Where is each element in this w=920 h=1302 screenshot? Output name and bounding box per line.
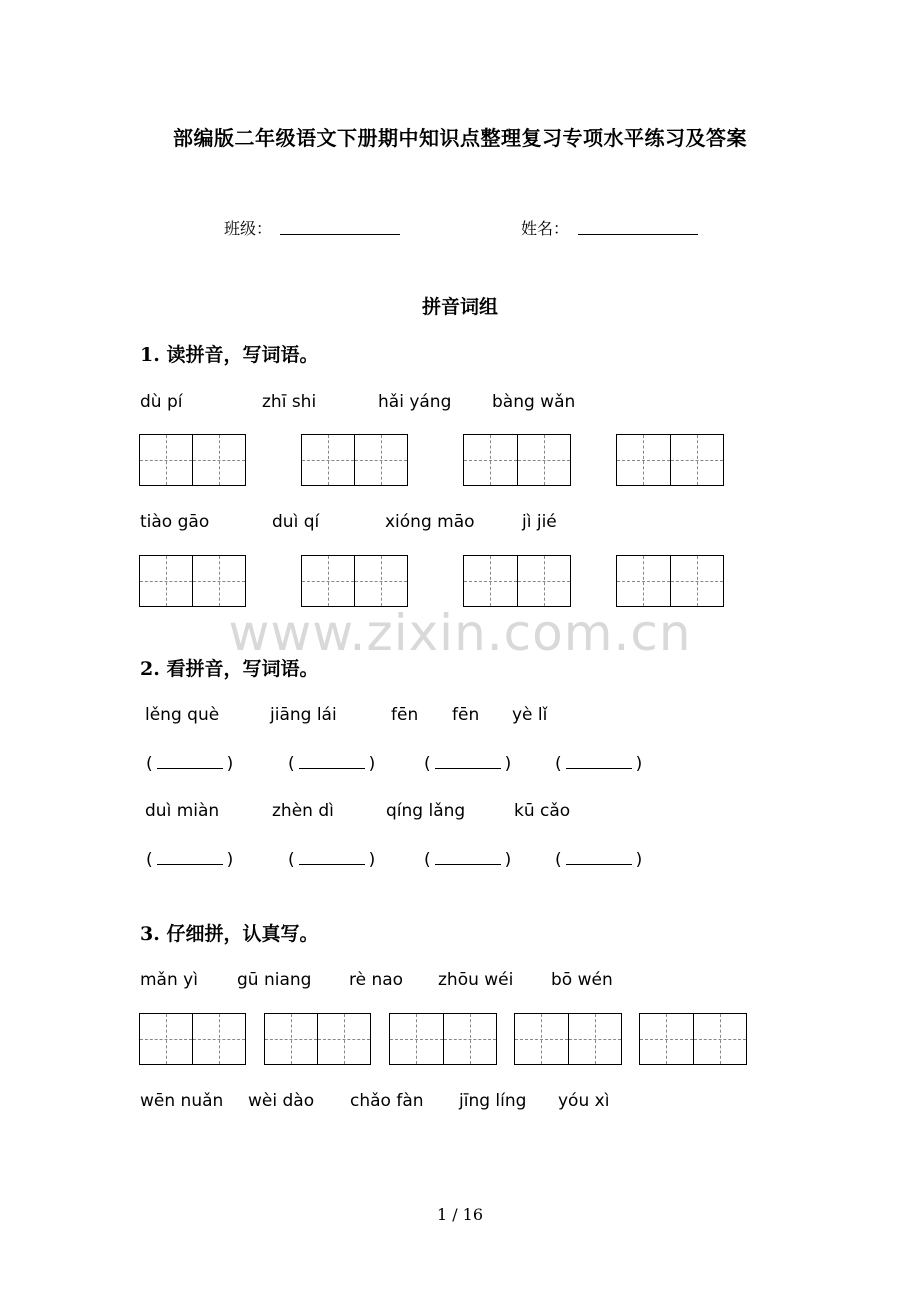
q3-writing-grid-3[interactable] bbox=[389, 1013, 497, 1065]
q1-pinyin-4: bàng wǎn bbox=[492, 392, 576, 412]
q3-pinyin-4: zhōu wéi bbox=[438, 970, 514, 990]
q3-pinyin-9: jīng líng bbox=[459, 1091, 527, 1111]
q2-answer-blank-8[interactable]: ( ) bbox=[555, 850, 643, 870]
question-2-title: 2. 看拼音，写词语。 bbox=[140, 658, 319, 680]
q1-pinyin-1: dù pí bbox=[140, 392, 183, 412]
q2-pinyin-3b: fēn bbox=[452, 705, 480, 725]
q3-pinyin-2: gū niang bbox=[237, 970, 312, 990]
q2-answer-blank-5[interactable]: ( ) bbox=[146, 850, 234, 870]
q1-writing-grid-5[interactable] bbox=[139, 555, 246, 607]
q2-pinyin-1: lěng què bbox=[145, 705, 220, 725]
document-title: 部编版二年级语文下册期中知识点整理复习专项水平练习及答案 bbox=[173, 126, 747, 150]
q2-pinyin-8: kū cǎo bbox=[514, 801, 571, 821]
name-field-line bbox=[578, 234, 698, 235]
q3-pinyin-8: chǎo fàn bbox=[350, 1091, 424, 1111]
q3-writing-grid-1[interactable] bbox=[139, 1013, 246, 1065]
q3-pinyin-6: wēn nuǎn bbox=[140, 1091, 224, 1111]
class-field-line bbox=[280, 234, 400, 235]
q1-writing-grid-2[interactable] bbox=[301, 434, 408, 486]
q1-writing-grid-7[interactable] bbox=[463, 555, 571, 607]
q3-pinyin-7: wèi dào bbox=[248, 1091, 315, 1111]
q1-pinyin-6: duì qí bbox=[272, 512, 320, 532]
q2-pinyin-4: yè lǐ bbox=[512, 705, 548, 725]
q2-answer-blank-7[interactable]: ( ) bbox=[424, 850, 512, 870]
name-label: 姓名： bbox=[521, 219, 570, 238]
q1-writing-grid-1[interactable] bbox=[139, 434, 246, 486]
q2-pinyin-6: zhèn dì bbox=[272, 801, 334, 821]
q2-answer-blank-6[interactable]: ( ) bbox=[288, 850, 376, 870]
q2-answer-blank-2[interactable]: ( ) bbox=[288, 754, 376, 774]
q3-pinyin-1: mǎn yì bbox=[140, 970, 198, 990]
question-1-title: 1. 读拼音，写词语。 bbox=[140, 344, 319, 366]
q1-writing-grid-4[interactable] bbox=[616, 434, 724, 486]
q3-pinyin-10: yóu xì bbox=[558, 1091, 610, 1111]
q1-pinyin-7: xióng māo bbox=[385, 512, 475, 532]
q1-pinyin-5: tiào gāo bbox=[140, 512, 210, 532]
q1-pinyin-8: jì jié bbox=[522, 512, 557, 532]
q1-pinyin-3: hǎi yáng bbox=[378, 392, 452, 412]
watermark: www.zixin.com.cn bbox=[228, 604, 692, 662]
q2-pinyin-2: jiāng lái bbox=[270, 705, 337, 725]
q2-pinyin-7: qíng lǎng bbox=[386, 801, 466, 821]
class-label: 班级： bbox=[224, 219, 273, 238]
q2-pinyin-5: duì miàn bbox=[145, 801, 220, 821]
q3-writing-grid-5[interactable] bbox=[639, 1013, 747, 1065]
q1-writing-grid-8[interactable] bbox=[616, 555, 724, 607]
section-title: 拼音词组 bbox=[421, 296, 498, 318]
q1-pinyin-2: zhī shi bbox=[262, 392, 317, 412]
q3-pinyin-3: rè nao bbox=[349, 970, 404, 990]
q2-answer-blank-3[interactable]: ( ) bbox=[424, 754, 512, 774]
q3-writing-grid-4[interactable] bbox=[514, 1013, 622, 1065]
q2-answer-blank-1[interactable]: ( ) bbox=[146, 754, 234, 774]
q1-writing-grid-6[interactable] bbox=[301, 555, 408, 607]
question-3-title: 3. 仔细拼，认真写。 bbox=[140, 923, 319, 945]
q3-writing-grid-2[interactable] bbox=[264, 1013, 371, 1065]
q1-writing-grid-3[interactable] bbox=[463, 434, 571, 486]
q3-pinyin-5: bō wén bbox=[551, 970, 613, 990]
q2-pinyin-3a: fēn bbox=[391, 705, 419, 725]
q2-answer-blank-4[interactable]: ( ) bbox=[555, 754, 643, 774]
page-number: 1 / 16 bbox=[436, 1205, 484, 1224]
